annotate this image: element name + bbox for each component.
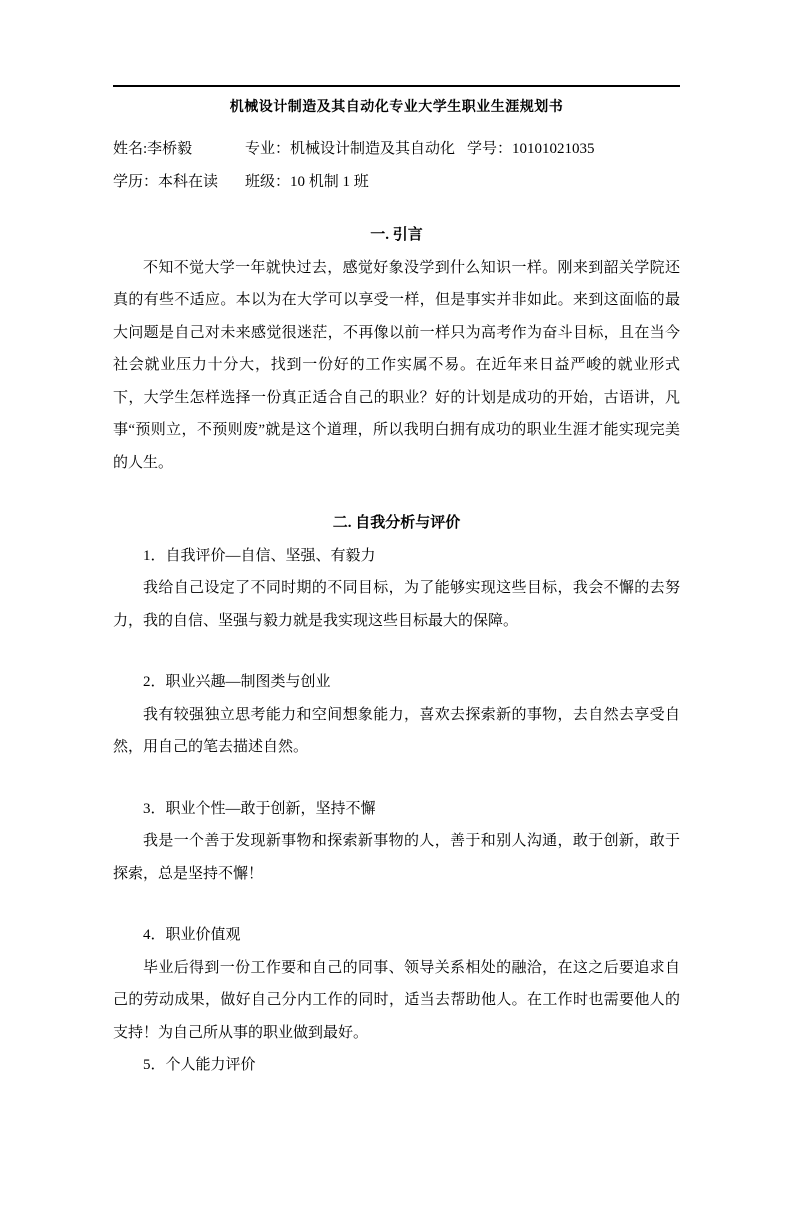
section-heading-self-analysis: 二. 自我分析与评价 (332, 515, 461, 531)
major-value: 机械设计制造及其自动化 (290, 141, 456, 157)
header-rule (113, 85, 680, 87)
document-title: 机械设计制造及其自动化专业大学生职业生涯规划书 (229, 100, 564, 115)
class-value: 10 机制 1 班 (290, 173, 369, 190)
education-label: 学历： (113, 173, 159, 190)
item-title-career-values: 4．职业价值观 (143, 927, 241, 943)
name-label: 姓名: (113, 141, 148, 157)
student-info (113, 133, 680, 198)
item-body-career-interest: 我有较强独立思考能力和空间想象能力，喜欢去探索新的事物，去自然去享受自然，用自己的笔去描述自然。 (113, 706, 680, 755)
class-label: 班级： (245, 173, 291, 190)
item-body-career-personality: 我是一个善于发现新事物和探索新事物的人，善于和别人沟通，敢于创新，敢于探索，总是坚持不懈！ (113, 833, 680, 882)
name-value: 李桥毅 (147, 141, 193, 157)
item-title-personal-ability: 5．个人能力评价 (143, 1057, 256, 1073)
major-field (245, 133, 455, 166)
introduction-paragraph: 不知不觉大学一年就快过去，感觉好象没学到什么知识一样。刚来到韶关学院还真的有些不适应。本以为在大学可以享受一样，但是事实并非如此。来到这面临的最大问题是自己对未来感觉很迷茫，不再像以前一样只为高考作为奋斗目标，且在当今社会就业压力十分大，找到一份好的工作实属不易。在近年来日益严峻的就业形式下，大学生怎样选择一份真正适合自己的职业？好的计划是成功的开始，古语讲，凡事“预则立，不预则废”就是这个道理，所以我明白拥有成功的职业生涯才能实现完美的人生。 (113, 259, 680, 471)
item-body-career-values: 毕业后得到一份工作要和自己的同事、领导关系相处的融洽，在这之后要追求自己的劳动成果，做好自己分内工作的同时，适当去帮助他人。在工作时也需要他人的支持！为自己所从事的职业做到最好。 (113, 959, 680, 1041)
student-id-field (467, 133, 595, 166)
education-value: 本科在读 (158, 173, 219, 190)
item-body-self-evaluation: 我给自己设定了不同时期的不同目标，为了能够实现这些目标，我会不懈的去努力，我的自信、坚强与毅力就是我实现这些目标最大的保障。 (113, 580, 680, 629)
item-title-career-interest: 2．职业兴趣—制图类与创业 (143, 674, 331, 690)
student-id-value: 10101021035 (512, 141, 595, 157)
info-row-1 (113, 133, 680, 166)
document-content (113, 85, 680, 1082)
name-field (113, 133, 192, 166)
education-field (113, 166, 218, 199)
section-heading-introduction: 一. 引言 (370, 227, 423, 243)
major-label: 专业： (245, 141, 291, 157)
document-page (0, 85, 793, 1207)
item-title-career-personality: 3．职业个性—敢于创新，坚持不懈 (143, 800, 376, 817)
item-title-self-evaluation: 1．自我评价—自信、坚强、有毅力 (143, 547, 376, 564)
info-row-2 (113, 166, 680, 199)
student-id-label: 学号： (467, 141, 513, 157)
class-field (245, 166, 369, 199)
